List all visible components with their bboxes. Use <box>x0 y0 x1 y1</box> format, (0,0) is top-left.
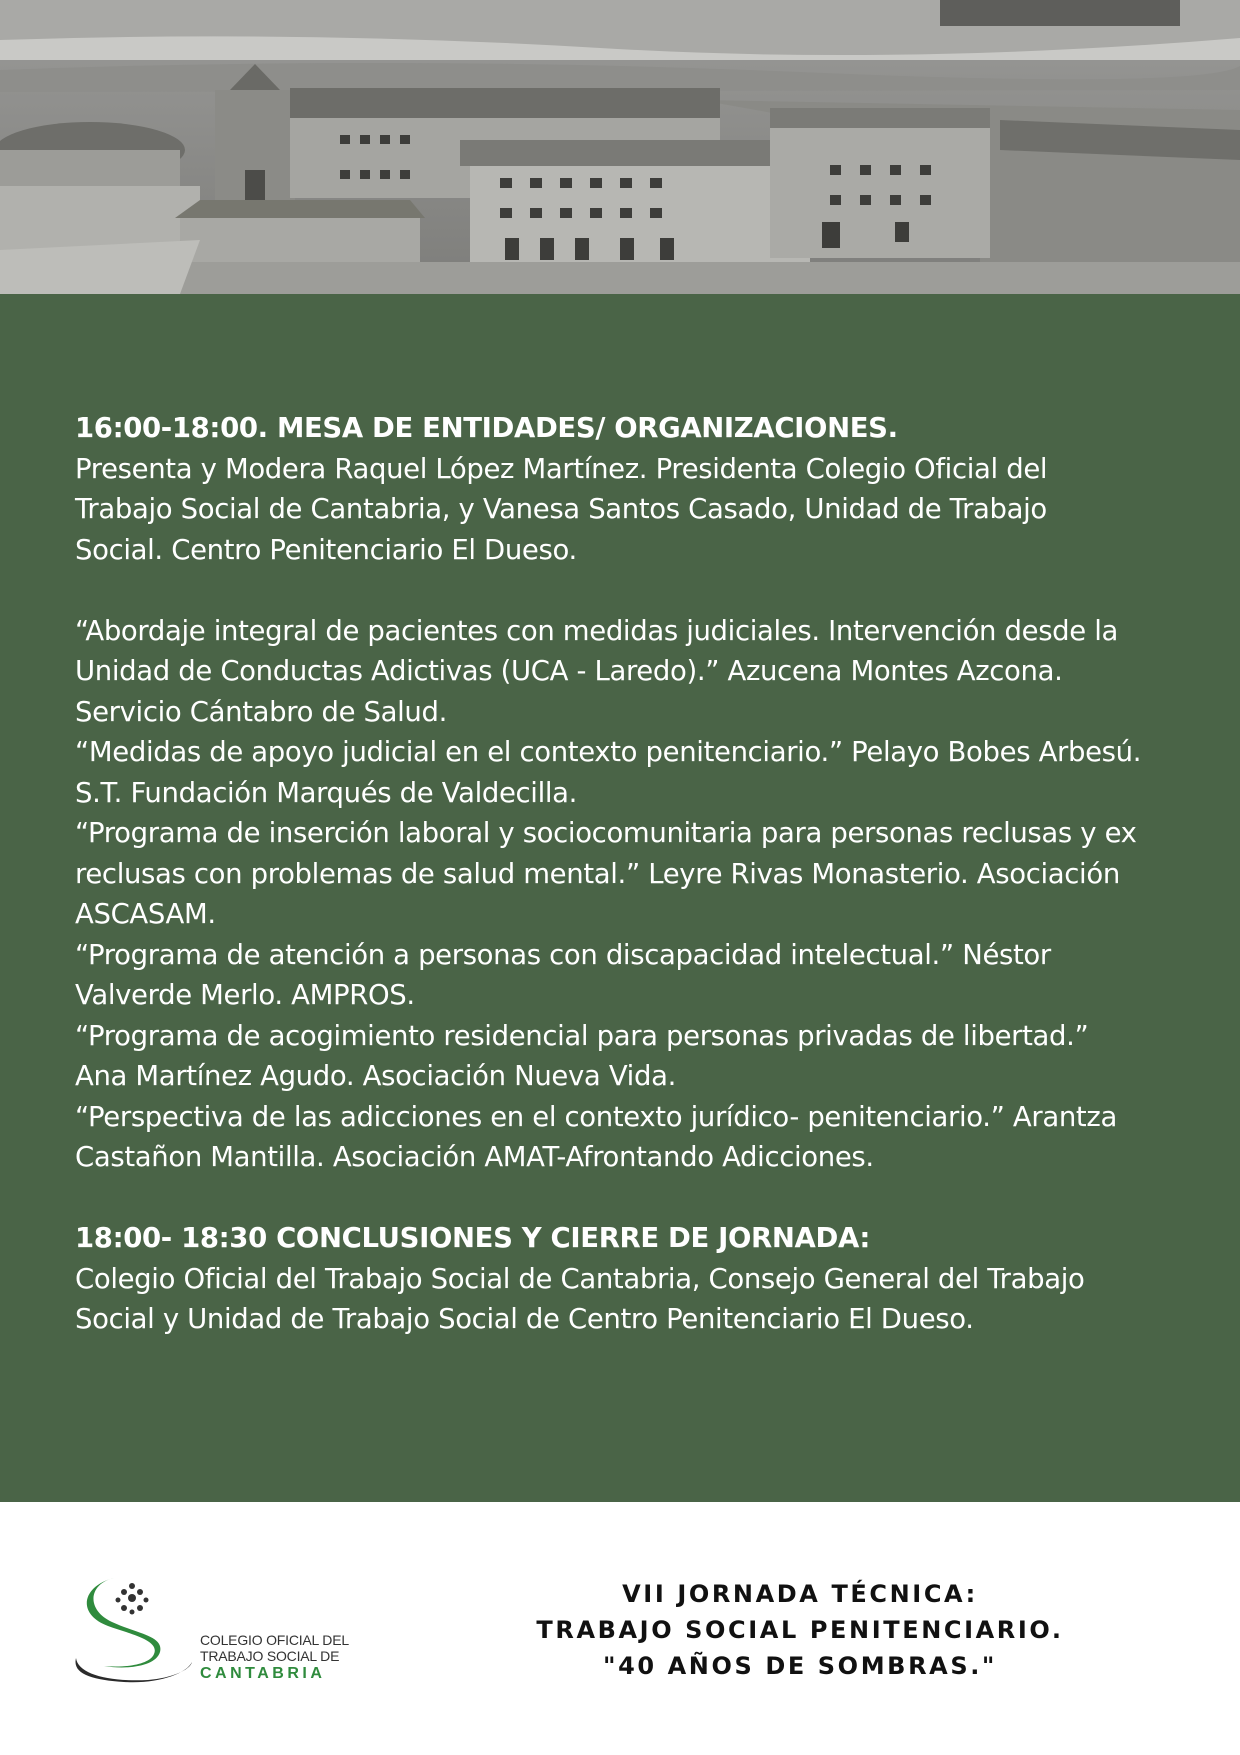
spacer <box>75 1178 1185 1219</box>
session1-line: Presenta y Modera Raquel López Martínez. Presidenta Colegio Oficial del <box>75 452 1048 485</box>
talk-line: Ana Martínez Agudo. Asociación Nueva Vida. <box>75 1060 676 1092</box>
session1-line: Trabajo Social de Cantabria, y Vanesa Santos Casado, Unidad de Trabajo <box>75 493 1047 525</box>
talk-line: “Perspectiva de las adicciones en el contexto jurídico- penitenciario.” Arantza <box>75 1100 1117 1133</box>
event-title-line: "40 AÑOS DE SOMBRAS." <box>602 1652 998 1680</box>
logo-line-3: CANTABRIA <box>200 1665 326 1682</box>
talk-line: Valverde Merlo. AMPROS. <box>75 979 415 1011</box>
organization-logo <box>68 1570 358 1690</box>
talk-line: “Programa de inserción laboral y sociocomunitaria para personas reclusas y ex <box>75 817 1137 849</box>
session2-heading: 18:00- 18:30 CONCLUSIONES Y CIERRE DE JORNADA: <box>75 1222 871 1254</box>
logo-line-2: TRABAJO SOCIAL DE <box>200 1648 340 1664</box>
talk-line: reclusas con problemas de salud mental.” Leyre Rivas Monasterio. Asociación <box>75 857 1120 890</box>
talk-line: “Programa de acogimiento residencial para personas privadas de libertad.” <box>75 1019 1089 1052</box>
talk-line: Servicio Cántabro de Salud. <box>75 695 448 728</box>
session2-line: Colegio Oficial del Trabajo Social de Cantabria, Consejo General del Trabajo <box>75 1262 1085 1295</box>
talk-line: Unidad de Conductas Adictivas (UCA - Laredo).” Azucena Montes Azcona. <box>75 655 1063 687</box>
talk-line: Castañon Mantilla. Asociación AMAT-Afrontando Adicciones. <box>75 1141 874 1173</box>
talk-line: “Programa de atención a personas con discapacidad intelectual.” Néstor <box>75 938 1051 971</box>
event-title-line: TRABAJO SOCIAL PENITENCIARIO. <box>536 1616 1064 1644</box>
talk-line: “Medidas de apoyo judicial en el contexto penitenciario.” Pelayo Bobes Arbesú. <box>75 736 1142 768</box>
program-content <box>75 408 1185 1340</box>
event-title <box>520 1576 1080 1684</box>
session2-line: Social y Unidad de Trabajo Social de Centro Penitenciario El Dueso. <box>75 1303 974 1335</box>
footer <box>0 1502 1240 1755</box>
spacer <box>75 570 1185 611</box>
session1-heading: 16:00-18:00. MESA DE ENTIDADES/ ORGANIZACIONES. <box>75 412 898 444</box>
colegio-trabajo-social-logo <box>68 1570 198 1690</box>
talk-line: “Abordaje integral de pacientes con medidas judiciales. Intervención desde la <box>75 614 1119 647</box>
logo-line-1: COLEGIO OFICIAL DEL <box>200 1632 349 1648</box>
logo-text <box>200 1632 349 1684</box>
talk-line: S.T. Fundación Marqués de Valdecilla. <box>75 776 578 809</box>
talk-line: ASCASAM. <box>75 898 216 930</box>
session1-line: Social. Centro Penitenciario El Dueso. <box>75 533 577 566</box>
header-photo <box>0 0 1240 294</box>
prison-building-photo <box>0 0 1240 294</box>
event-title-line: VII JORNADA TÉCNICA: <box>622 1580 978 1608</box>
